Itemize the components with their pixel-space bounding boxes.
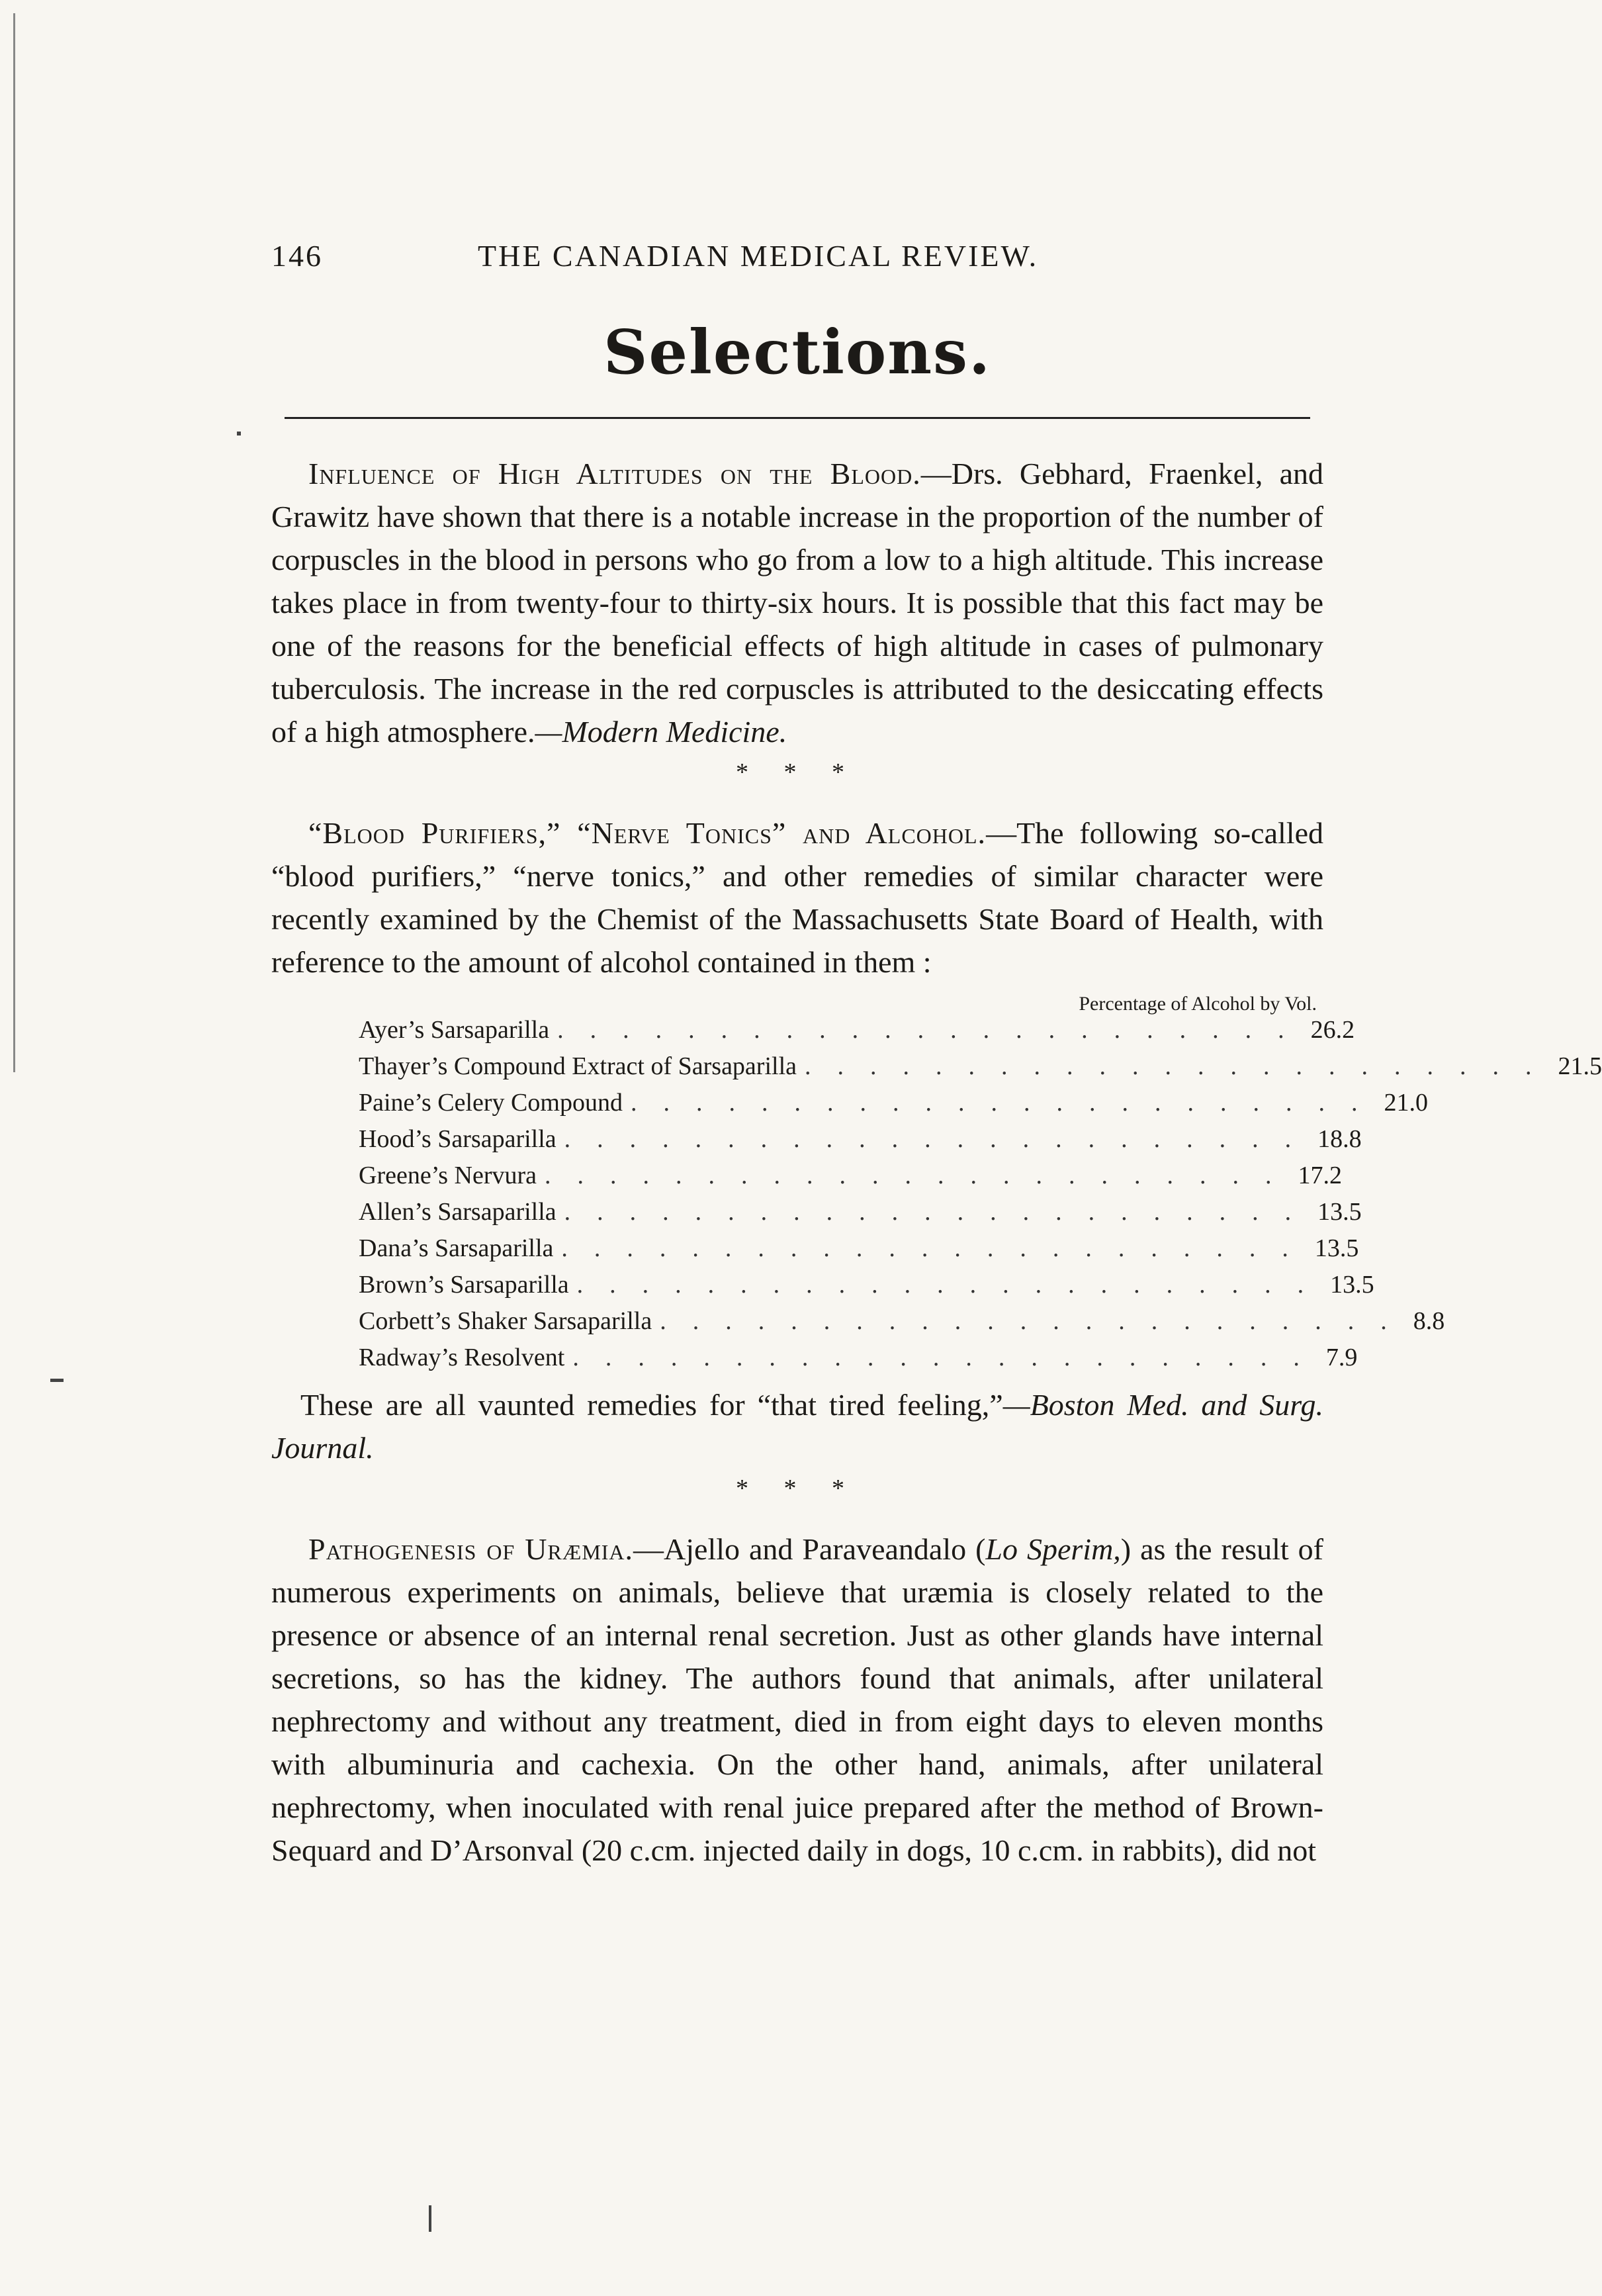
article-body-start: —Ajello and Paraveandalo ( bbox=[633, 1532, 986, 1566]
scan-mark bbox=[429, 2205, 431, 2232]
table-row bbox=[359, 1343, 1358, 1379]
remedy-name: Ayer’s Sarsaparilla bbox=[359, 1016, 550, 1044]
remedy-name: Greene’s Nervura bbox=[359, 1162, 537, 1189]
table-row bbox=[359, 1234, 1359, 1270]
article-heading: Influence of High Altitudes on the Blood. bbox=[308, 457, 921, 490]
separator-stars: * * * bbox=[736, 758, 859, 786]
table-row bbox=[359, 1015, 1355, 1052]
leader-dots: ....................... bbox=[805, 1052, 1558, 1080]
article-blood-purifiers bbox=[271, 811, 1323, 984]
article-body: —Drs. Gebhard, Fraenkel, and Grawitz have shown that there is a notable increase in the proportion of the number of corpuscles in the blood in persons who go from a low to a high altitude. This increase takes place in from twenty-four to thirty-six hours. It is possible that this fact may be one of the reasons for the beneficial effects of high altitude in cases of pulmonary tuberculosis. The increase in the red corpuscles is attributed to the desiccating effects of a high atmosphere. bbox=[271, 457, 1323, 749]
leader-dots: ....................... bbox=[576, 1271, 1331, 1299]
table-row bbox=[359, 1125, 1362, 1161]
table-row bbox=[359, 1088, 1428, 1125]
table-row bbox=[359, 1307, 1445, 1343]
article-heading: “Blood Purifiers,” “Nerve Tonics” and Alcohol. bbox=[308, 816, 987, 850]
title-rule bbox=[285, 417, 1310, 419]
page-content bbox=[271, 238, 1602, 1872]
alcohol-percentage: 13.5 bbox=[1314, 1234, 1359, 1262]
leader-dots: ....................... bbox=[630, 1089, 1384, 1117]
remedy-name: Allen’s Sarsaparilla bbox=[359, 1198, 556, 1226]
running-head bbox=[271, 238, 1323, 285]
alcohol-table bbox=[359, 1015, 1602, 1379]
article-closing bbox=[271, 1383, 1323, 1469]
article-source: —Boston Med. and Surg. Journal. bbox=[271, 1388, 1323, 1465]
journal-title: THE CANADIAN MEDICAL REVIEW. bbox=[478, 239, 1039, 273]
scan-mark bbox=[13, 13, 15, 1072]
alcohol-percentage: 8.8 bbox=[1413, 1307, 1445, 1335]
alcohol-percentage: 18.8 bbox=[1317, 1125, 1362, 1153]
remedy-name: Thayer’s Compound Extract of Sarsaparilla bbox=[359, 1052, 797, 1080]
remedy-name: Paine’s Celery Compound bbox=[359, 1089, 623, 1117]
leader-dots: ....................... bbox=[545, 1162, 1298, 1189]
alcohol-percentage: 26.2 bbox=[1310, 1016, 1355, 1044]
leader-dots: ....................... bbox=[572, 1344, 1326, 1371]
separator-stars: * * * bbox=[736, 1475, 859, 1502]
leader-dots: ....................... bbox=[564, 1198, 1318, 1226]
leader-dots: ....................... bbox=[557, 1016, 1311, 1044]
table-header: Percentage of Alcohol by Vol. bbox=[1079, 993, 1317, 1015]
table-row bbox=[359, 1161, 1343, 1197]
alcohol-percentage: 21.5 bbox=[1558, 1052, 1602, 1080]
leader-dots: ....................... bbox=[564, 1125, 1318, 1153]
table-row bbox=[359, 1052, 1602, 1088]
remedy-name: Dana’s Sarsaparilla bbox=[359, 1234, 554, 1262]
table-row bbox=[359, 1197, 1362, 1234]
article-altitudes bbox=[271, 452, 1323, 753]
remedy-name: Corbett’s Shaker Sarsaparilla bbox=[359, 1307, 652, 1335]
table-row bbox=[359, 1270, 1374, 1307]
alcohol-percentage: 13.5 bbox=[1317, 1198, 1362, 1226]
scan-mark bbox=[50, 1379, 64, 1382]
section-title: Selections. bbox=[603, 316, 991, 388]
alcohol-percentage: 13.5 bbox=[1330, 1271, 1374, 1299]
article-body: —The following so-called “blood purifiers,” “nerve tonics,” and other remedies of similar character were recently examined by the Chemist of the Massachusetts State Board of Health, with reference to the amount of alcohol contained in them : bbox=[271, 816, 1323, 979]
article-uraemia bbox=[271, 1528, 1323, 1872]
page-number: 146 bbox=[271, 239, 323, 273]
scan-mark bbox=[237, 432, 241, 436]
article-citation: Lo Sperim, bbox=[985, 1532, 1121, 1566]
alcohol-percentage: 17.2 bbox=[1298, 1162, 1343, 1189]
remedy-name: Brown’s Sarsaparilla bbox=[359, 1271, 569, 1299]
leader-dots: ....................... bbox=[561, 1234, 1315, 1262]
closing-text: These are all vaunted remedies for “that tired feeling,” bbox=[300, 1388, 1003, 1422]
article-body: ) as the result of numerous experiments on animals, believe that uræmia is closely related to the presence or absence of an internal renal secretion. Just as other glands have internal secretions, so has the kidney. The authors found that animals, after unilateral nephrectomy and without any treatment, died in from eight days to eleven months with albuminuria and cachexia. On the other hand, animals, after unilateral nephrectomy, when inoculated with renal juice prepared after the method of Brown-Sequard and D’Arsonval (20 c.cm. injected daily in dogs, 10 c.cm. in rabbits), did not bbox=[271, 1532, 1323, 1867]
alcohol-percentage: 7.9 bbox=[1325, 1344, 1358, 1371]
remedy-name: Radway’s Resolvent bbox=[359, 1344, 565, 1371]
alcohol-percentage: 21.0 bbox=[1384, 1089, 1428, 1117]
remedy-name: Hood’s Sarsaparilla bbox=[359, 1125, 556, 1153]
article-source: —Modern Medicine. bbox=[535, 715, 787, 749]
article-heading: Pathogenesis of Uræmia. bbox=[308, 1532, 634, 1566]
leader-dots: ....................... bbox=[660, 1307, 1413, 1335]
